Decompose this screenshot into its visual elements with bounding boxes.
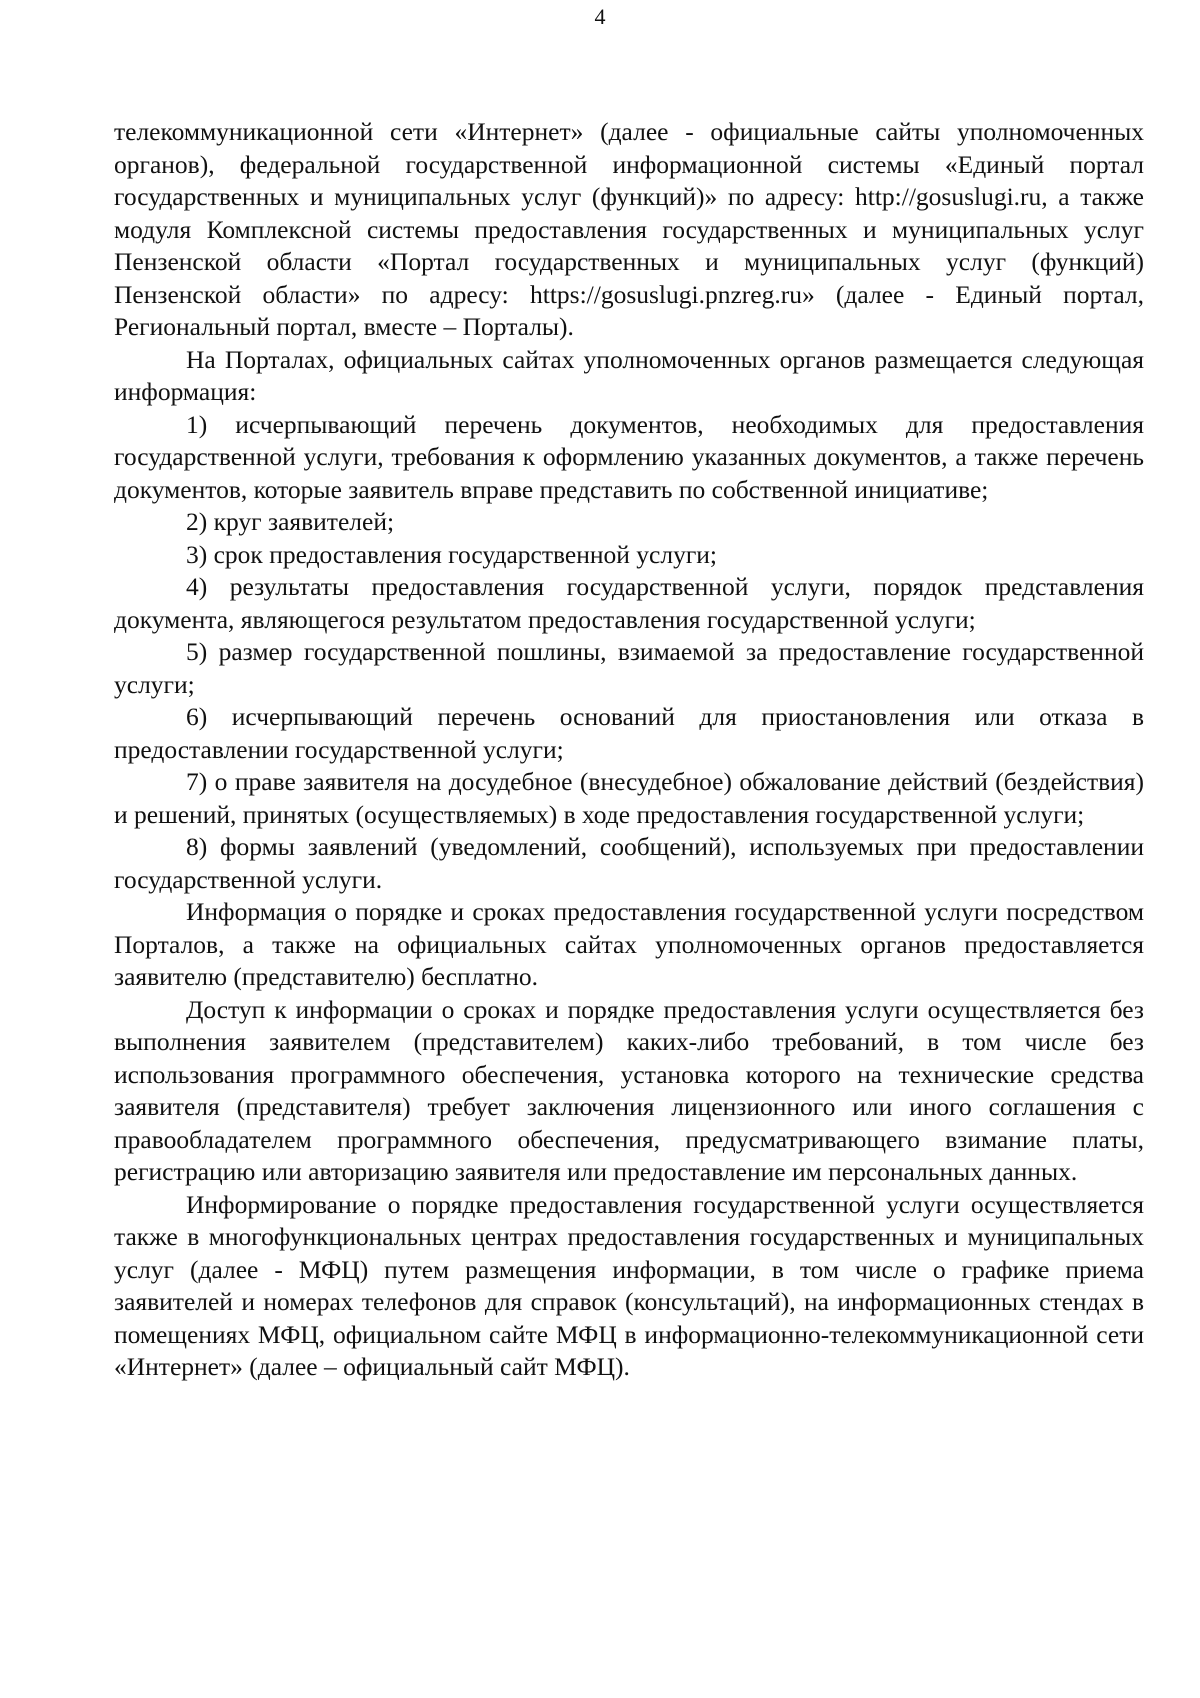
list-item-4: 4) результаты предоставления государственной услуги, порядок представления документа, являющегося результатом предоставления государственной услуги; [114, 572, 1144, 634]
paragraph-continuation: телекоммуникационной сети «Интернет» (далее - официальные сайты уполномоченных органов), федеральной государственной информационной системы «Единый портал государственных и муниципальных услуг (функций)» по адресу: http://gosuslugi.ru, а также модуля Комплексной системы предоставления государственных и муниципальных услуг Пензенской области «Портал государственных и муниципальных услуг (функций) Пензенской области» по адресу: https://gosuslugi.pnzreg.ru» (далее - Единый портал, Региональный портал, вместе – Порталы). [114, 117, 1144, 341]
list-item-8: 8) формы заявлений (уведомлений, сообщений), используемых при предоставлении государственной услуги. [114, 832, 1144, 894]
list-item-7: 7) о праве заявителя на досудебное (внесудебное) обжалование действий (бездействия) и решений, принятых (осуществляемых) в ходе предоставления государственной услуги; [114, 767, 1144, 829]
list-item-1: 1) исчерпывающий перечень документов, необходимых для предоставления государственной услуги, требования к оформлению указанных документов, а также перечень документов, которые заявитель вправе представить по собственной инициативе; [114, 409, 1144, 504]
list-item-2: 2) круг заявителей; [186, 507, 395, 536]
paragraph-mfc-info: Информирование о порядке предоставления государственной услуги осуществляется также в многофункциональных центрах предоставления государственных и муниципальных услуг (далее - МФЦ) путем размещения информации, в том числе о графике приема заявителей и номерах телефонов для справок (консультаций), на информационных стендах в помещениях МФЦ, официальном сайте МФЦ в информационно-телекоммуникационной сети «Интернет» (далее – официальный сайт МФЦ). [114, 1189, 1144, 1381]
page-number: 4 [594, 4, 606, 29]
paragraph-portals-info-intro: На Порталах, официальных сайтах уполномоченных органов размещается следующая информация: [114, 344, 1144, 406]
list-item-5: 5) размер государственной пошлины, взимаемой за предоставление государственной услуги; [114, 637, 1144, 699]
list-item-3: 3) срок предоставления государственной услуги; [186, 539, 718, 569]
paragraph-free-info: Информация о порядке и сроках предоставления государственной услуги посредством Порталов, а также на официальных сайтах уполномоченных органов предоставляется заявителю (представителю) бесплатно. [114, 897, 1144, 991]
document-body [114, 116, 1144, 1384]
list-item-6: 6) исчерпывающий перечень оснований для приостановления или отказа в предоставлении государственной услуги; [114, 702, 1144, 764]
paragraph-access-info: Доступ к информации о сроках и порядке предоставления услуги осуществляется без выполнения заявителем (представителем) каких-либо требований, в том числе без использования программного обеспечения, установка которого на технические средства заявителя (представителя) требует заключения лицензионного или иного соглашения с правообладателем программного обеспечения, предусматривающего взимание платы, регистрацию или авторизацию заявителя или предоставление им персональных данных. [114, 994, 1144, 1186]
